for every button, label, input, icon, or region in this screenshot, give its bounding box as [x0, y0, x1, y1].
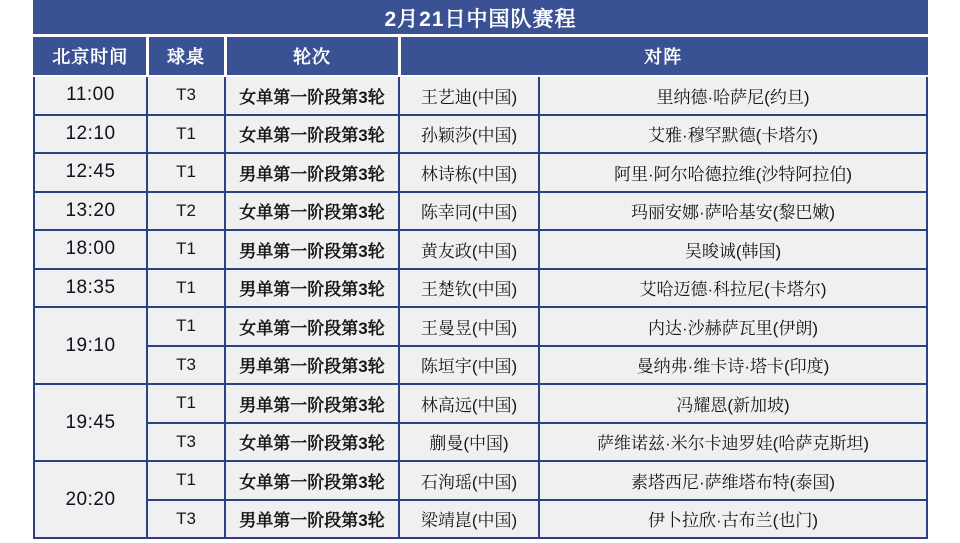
table-cell: T1: [147, 230, 225, 269]
opponent-cell: 玛丽安娜·萨哈基安(黎巴嫩): [539, 192, 927, 231]
header-row: [34, 35, 927, 76]
opponent-cell: 阿里·阿尔哈德拉维(沙特阿拉伯): [539, 153, 927, 192]
opponent-cell: 萨维诺兹·米尔卡迪罗娃(哈萨克斯坦): [539, 423, 927, 462]
round-cell: 女单第一阶段第3轮: [225, 76, 399, 115]
schedule-table: [33, 0, 928, 539]
player-cell: 石洵瑶(中国): [399, 461, 539, 500]
round-cell: 女单第一阶段第3轮: [225, 423, 399, 462]
table-row: [34, 384, 927, 423]
opponent-cell: 艾哈迈德·科拉尼(卡塔尔): [539, 269, 927, 308]
header-beijing-time: 北京时间: [34, 35, 147, 76]
player-cell: 黄友政(中国): [399, 230, 539, 269]
player-cell: 陈幸同(中国): [399, 192, 539, 231]
header-matchup: 对阵: [399, 35, 927, 76]
schedule-title: 2月21日中国队赛程: [34, 1, 927, 35]
time-cell: 12:45: [34, 153, 147, 192]
round-cell: 女单第一阶段第3轮: [225, 461, 399, 500]
title-row: [34, 1, 927, 35]
player-cell: 王曼昱(中国): [399, 307, 539, 346]
table-cell: T3: [147, 76, 225, 115]
round-cell: 男单第一阶段第3轮: [225, 153, 399, 192]
round-cell: 女单第一阶段第3轮: [225, 307, 399, 346]
opponent-cell: 素塔西尼·萨维塔布特(泰国): [539, 461, 927, 500]
player-cell: 林高远(中国): [399, 384, 539, 423]
table-cell: T3: [147, 423, 225, 462]
opponent-cell: 伊卜拉欣·古布兰(也门): [539, 500, 927, 539]
time-cell: 19:45: [34, 384, 147, 461]
schedule-body: [34, 76, 927, 538]
time-cell: 11:00: [34, 76, 147, 115]
table-row: [34, 153, 927, 192]
opponent-cell: 里纳德·哈萨尼(约旦): [539, 76, 927, 115]
table-row: [34, 76, 927, 115]
table-row: [34, 307, 927, 346]
opponent-cell: 吴晙诚(韩国): [539, 230, 927, 269]
player-cell: 孙颖莎(中国): [399, 115, 539, 154]
table-cell: T3: [147, 346, 225, 385]
player-cell: 梁靖崑(中国): [399, 500, 539, 539]
round-cell: 男单第一阶段第3轮: [225, 269, 399, 308]
header-table: 球桌: [147, 35, 225, 76]
player-cell: 林诗栋(中国): [399, 153, 539, 192]
table-cell: T1: [147, 307, 225, 346]
table-cell: T1: [147, 384, 225, 423]
table-cell: T3: [147, 500, 225, 539]
header-round: 轮次: [225, 35, 399, 76]
opponent-cell: 艾雅·穆罕默德(卡塔尔): [539, 115, 927, 154]
round-cell: 女单第一阶段第3轮: [225, 115, 399, 154]
round-cell: 男单第一阶段第3轮: [225, 384, 399, 423]
table-row: [34, 269, 927, 308]
time-cell: 18:35: [34, 269, 147, 308]
player-cell: 王艺迪(中国): [399, 76, 539, 115]
round-cell: 男单第一阶段第3轮: [225, 230, 399, 269]
table-cell: T1: [147, 461, 225, 500]
player-cell: 王楚钦(中国): [399, 269, 539, 308]
time-cell: 12:10: [34, 115, 147, 154]
table-cell: T1: [147, 115, 225, 154]
opponent-cell: 冯耀恩(新加坡): [539, 384, 927, 423]
table-row: [34, 423, 927, 462]
round-cell: 男单第一阶段第3轮: [225, 346, 399, 385]
table-row: [34, 461, 927, 500]
player-cell: 陈垣宇(中国): [399, 346, 539, 385]
table-row: [34, 115, 927, 154]
player-cell: 蒯曼(中国): [399, 423, 539, 462]
table-row: [34, 346, 927, 385]
table-cell: T2: [147, 192, 225, 231]
table-cell: T1: [147, 153, 225, 192]
opponent-cell: 内达·沙赫萨瓦里(伊朗): [539, 307, 927, 346]
opponent-cell: 曼纳弗·维卡诗·塔卡(印度): [539, 346, 927, 385]
table-row: [34, 230, 927, 269]
round-cell: 男单第一阶段第3轮: [225, 500, 399, 539]
round-cell: 女单第一阶段第3轮: [225, 192, 399, 231]
time-cell: 13:20: [34, 192, 147, 231]
table-row: [34, 500, 927, 539]
time-cell: 19:10: [34, 307, 147, 384]
table-row: [34, 192, 927, 231]
time-cell: 20:20: [34, 461, 147, 538]
table-cell: T1: [147, 269, 225, 308]
time-cell: 18:00: [34, 230, 147, 269]
